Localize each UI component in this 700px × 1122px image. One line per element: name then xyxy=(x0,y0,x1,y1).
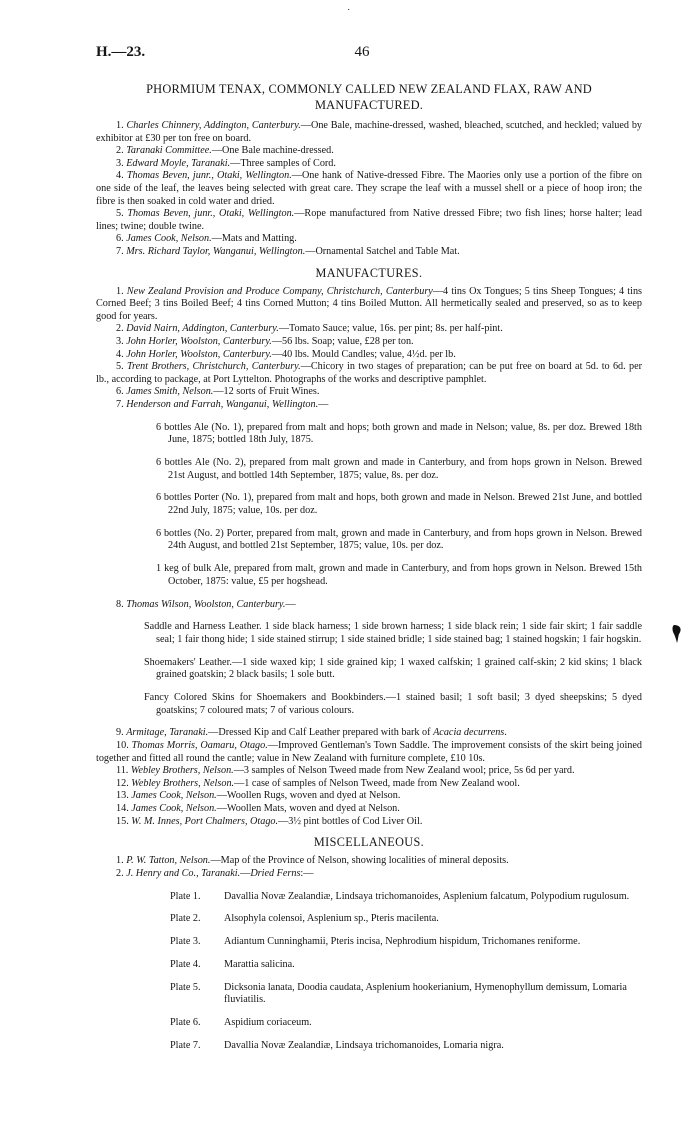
document-body xyxy=(96,82,642,1063)
sub-item: Shoemakers' Leather.—1 side waxed kip; 1 side grained kip; 1 waxed calfskin; 1 grained calf-skin; 2 kid skins; 1 black grained goatskin; 2 black basils; 1 sole butt. xyxy=(144,656,642,681)
list-item: 6. James Smith, Nelson.—12 sorts of Fruit Wines. xyxy=(116,386,320,398)
sub-item: 6 bottles Ale (No. 1), prepared from malt and hops; both grown and made in Nelson; value, 8s. per doz. Brewed 18th June, 1875; bottled 18th July, 1875. xyxy=(156,421,642,446)
list-item: 3. Edward Moyle, Taranaki.—Three samples of Cord. xyxy=(116,157,336,169)
list-item: 2. Taranaki Committee.—One Bale machine-dressed. xyxy=(116,145,334,157)
sub-item: Fancy Colored Skins for Shoemakers and Bookbinders.—1 stained basil; 1 soft basil; 3 dyed sheepskins; 5 dyed goatskins; 7 coloured mats; 7 of various colours. xyxy=(144,692,642,716)
list-item: 7. Henderson and Farrah, Wanganui, Wellington.— xyxy=(116,398,329,410)
miscellaneous-list xyxy=(96,855,642,1052)
list-item: 1. New Zealand Provision and Produce Company, Christchurch, Canterbury—4 tins Ox Tongues; 5 tins Sheep Tongues; 4 tins Corned Beef; 3 tins Boiled Beef; 4 tins Corned Mutton; 4 tins Boiled Mutton. All hermetically sealed and preserved, so as to keep good for years. xyxy=(96,285,643,322)
list-item: 5. Thomas Beven, junr., Otaki, Wellington.—Rope manufactured from Native dressed Fibre; two fish lines; horse halter; lead lines; twine; double twine. xyxy=(96,208,642,232)
list-item: 7. Mrs. Richard Taylor, Wanganui, Wellington.—Ornamental Satchel and Table Mat. xyxy=(116,245,460,257)
list-item: 3. John Horler, Woolston, Canterbury.—56 lbs. Soap; value, £28 per ton. xyxy=(116,335,414,347)
list-item: 2. David Nairn, Addington, Canterbury.—Tomato Sauce; value, 16s. per pint; 8s. per half-pint. xyxy=(116,323,503,335)
margin-mark-icon xyxy=(672,624,682,644)
section-heading-manufactures: MANUFACTURES. xyxy=(315,265,423,280)
list-item: 2. J. Henry and Co., Taranaki.—Dried Ferns:— xyxy=(116,867,314,879)
section-heading-miscellaneous: MISCELLANEOUS. xyxy=(313,835,425,850)
list-item: 9. Armitage, Taranaki.—Dressed Kip and Calf Leather prepared with bark of Acacia decurrens. xyxy=(116,727,507,739)
list-item: 11. Webley Brothers, Nelson.—3 samples of Nelson Tweed made from New Zealand wool; price, 5s 6d per yard. xyxy=(116,765,575,777)
page-number: 46 xyxy=(354,44,370,60)
plate-item: Plate 5. Dicksonia lanata, Doodia caudata, Asplenium hookerianium, Hymenophyllum demissum, Lomaria fluviatilis. xyxy=(170,981,627,1006)
sub-item: 6 bottles Porter (No. 1), prepared from malt and hops, both grown and made in Nelson. Brewed 21st June, and bottled 22nd July, 1875; value, 10s. per doz. xyxy=(156,492,642,516)
list-item: 14. James Cook, Nelson.—Woollen Mats, woven and dyed at Nelson. xyxy=(116,803,400,814)
list-item: 5. Trent Brothers, Christchurch, Canterbury.—Chicory in two stages of preparation; can be put free on board at 5d. to 6d. per lb., according to package, at Port Lyttelton. Photographs of the works and descriptive pamphlet. xyxy=(96,361,642,385)
list-item: 1. P. W. Tatton, Nelson.—Map of the Province of Nelson, showing localities of mineral deposits. xyxy=(116,855,509,867)
list-item: 1. Charles Chinnery, Addington, Canterbury.—One Bale, machine-dressed, washed, bleached, scutched, and heckled; valued by exhibitor at £30 per ton free on board. xyxy=(96,120,643,144)
flax-list xyxy=(96,120,642,259)
manufactures-list xyxy=(96,286,642,829)
plate-item: Plate 7. Davallia Novæ Zealandiæ, Lindsaya trichomanoides, Lomaria nigra. xyxy=(170,1039,504,1051)
list-item: 12. Webley Brothers, Nelson.—1 case of samples of Nelson Tweed, made from New Zealand wool. xyxy=(116,777,520,789)
list-item: 6. James Cook, Nelson.—Mats and Matting. xyxy=(116,233,297,245)
sub-item: 6 bottles Ale (No. 2), prepared from malt grown and made in Canterbury, and from hops grown in Nelson. Brewed 21st August, and bottled 14th September, 1875; value, 8s. per doz. xyxy=(156,457,642,481)
list-item: 15. W. M. Innes, Port Chalmers, Otago.—3½ pint bottles of Cod Liver Oil. xyxy=(116,815,423,827)
sub-item: 1 keg of bulk Ale, prepared from malt, grown and made in Canterbury, and from hops grown in Nelson. Brewed 15th October, 1875: value, £5 per hogshead. xyxy=(156,563,642,587)
list-item: 10. Thomas Morris, Oamaru, Otago.—Improved Gentleman's Town Saddle. The improvement consists of the skirt being joined together and fitted all round the cantle; value in New Zealand with furniture complete, £10 10s. xyxy=(96,740,642,764)
plate-item: Plate 1. Davallia Novæ Zealandiæ, Lindsaya trichomanoides, Asplenium falcatum, Polypodium rugulosum. xyxy=(170,890,630,902)
plate-item: Plate 2. Alsophyla colensoi, Asplenium sp., Pteris macilenta. xyxy=(170,913,439,925)
document-reference: H.—23. xyxy=(96,44,146,60)
list-item: 4. John Horler, Woolston, Canterbury.—40 lbs. Mould Candles; value, 4½d. per lb. xyxy=(116,348,456,360)
section-title-phormium: PHORMIUM TENAX, COMMONLY CALLED NEW ZEALAND FLAX, RAW AND MANUFACTURED. xyxy=(146,82,592,112)
plate-item: Plate 4. Marattia salicina. xyxy=(170,958,295,970)
plate-item: Plate 3. Adiantum Cunninghamii, Pteris incisa, Nephrodium hispidum, Trichomanes reniforme. xyxy=(170,936,581,948)
list-item: 8. Thomas Wilson, Woolston, Canterbury.— xyxy=(116,598,296,610)
sub-item: 6 bottles (No. 2) Porter, prepared from malt, grown and made in Canterbury, and from hops grown in Nelson. Brewed 24th August, and bottled 21st September, 1875; value, 10s. per doz. xyxy=(156,527,642,552)
printer-speck: ˙ xyxy=(347,8,351,19)
list-item: 13. James Cook, Nelson.—Woollen Rugs, woven and dyed at Nelson. xyxy=(116,790,401,802)
list-item: 4. Thomas Beven, junr., Otaki, Wellington.—One hank of Native-dressed Fibre. The Maories only use a portion of the fibre on one side of the leaf, the leaves being selected with great care. They scrape the leaf with a mussel shell or a piece of hoop iron; the fibre is then soaked in cold water and dried. xyxy=(96,170,643,207)
page-header xyxy=(96,44,628,64)
plate-item: Plate 6. Aspidium coriaceum. xyxy=(170,1017,312,1029)
sub-item: Saddle and Harness Leather. 1 side black harness; 1 side brown harness; 1 side black rein; 1 side fair skirt; 1 fair saddle seal; 1 fair thong hide; 1 side stained stirrup; 1 side stained bridle; 1 side stained bag; 1 stained hogskin; 1 fair hogskin. xyxy=(144,621,642,645)
